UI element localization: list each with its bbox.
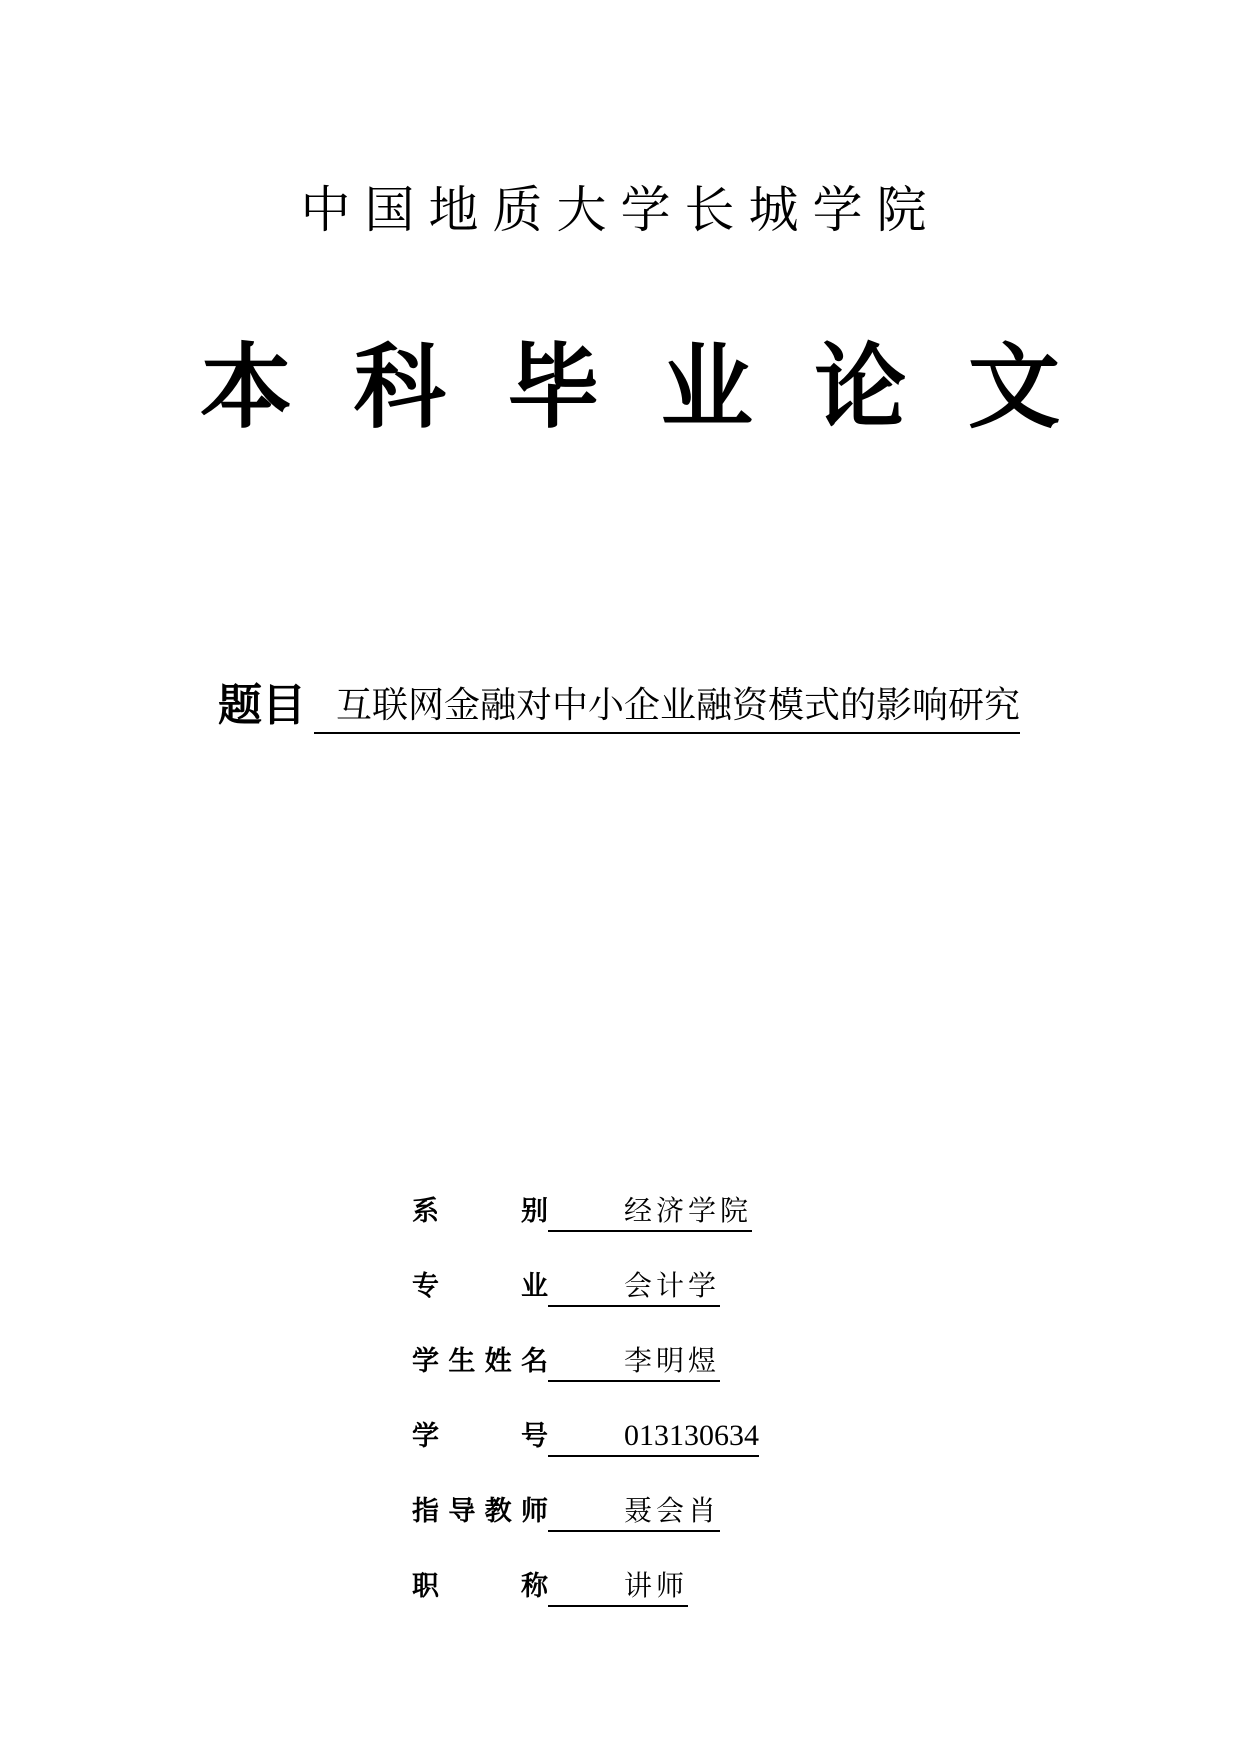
label-char: 教 bbox=[484, 1496, 512, 1527]
thesis-title-value: 互联网金融对中小企业融资模式的影响研究 bbox=[314, 682, 1020, 734]
student-id-label bbox=[412, 1417, 548, 1457]
info-row-major bbox=[412, 1232, 759, 1307]
label-char: 名 bbox=[520, 1346, 548, 1377]
label-char: 学 bbox=[412, 1421, 439, 1452]
info-row-department bbox=[412, 1157, 759, 1232]
thesis-type-char: 业 bbox=[660, 333, 753, 441]
label-char: 职 bbox=[412, 1571, 439, 1602]
label-char: 生 bbox=[448, 1346, 476, 1377]
label-char: 导 bbox=[448, 1496, 476, 1527]
thesis-title-label: 题目 bbox=[218, 680, 306, 731]
department-value: 经济学院 bbox=[548, 1192, 752, 1232]
advisor-title-value: 讲师 bbox=[548, 1567, 688, 1607]
label-char: 号 bbox=[521, 1421, 548, 1452]
advisor-value: 聂会肖 bbox=[548, 1492, 720, 1532]
label-char: 称 bbox=[521, 1571, 548, 1602]
info-row-advisor bbox=[412, 1457, 759, 1532]
student-name-value: 李明煜 bbox=[548, 1342, 720, 1382]
label-char: 专 bbox=[412, 1271, 439, 1302]
student-info-block bbox=[412, 1157, 759, 1607]
advisor-title-label bbox=[412, 1567, 548, 1607]
department-label bbox=[412, 1192, 548, 1232]
label-char: 师 bbox=[520, 1496, 548, 1527]
info-row-student-name bbox=[412, 1307, 759, 1382]
major-label bbox=[412, 1267, 548, 1307]
thesis-type-char: 本 bbox=[200, 333, 293, 441]
student-name-label bbox=[412, 1342, 548, 1382]
info-row-advisor-title bbox=[412, 1532, 759, 1607]
thesis-title-row bbox=[218, 678, 1020, 734]
advisor-label bbox=[412, 1492, 548, 1532]
label-char: 学 bbox=[412, 1346, 439, 1377]
major-value: 会计学 bbox=[548, 1267, 720, 1307]
label-char: 系 bbox=[412, 1196, 439, 1227]
label-char: 业 bbox=[521, 1271, 548, 1302]
student-id-value: 013130634 bbox=[548, 1417, 759, 1457]
label-char: 指 bbox=[412, 1496, 439, 1527]
thesis-type-char: 科 bbox=[353, 333, 446, 441]
thesis-type-char: 毕 bbox=[507, 333, 600, 441]
info-row-student-id bbox=[412, 1382, 759, 1457]
label-char: 别 bbox=[521, 1196, 548, 1227]
label-char: 姓 bbox=[484, 1346, 512, 1377]
thesis-type-char: 文 bbox=[967, 333, 1060, 441]
thesis-type-heading bbox=[200, 332, 1060, 442]
thesis-type-char: 论 bbox=[814, 333, 907, 441]
university-name: 中国地质大学长城学院 bbox=[300, 181, 941, 239]
